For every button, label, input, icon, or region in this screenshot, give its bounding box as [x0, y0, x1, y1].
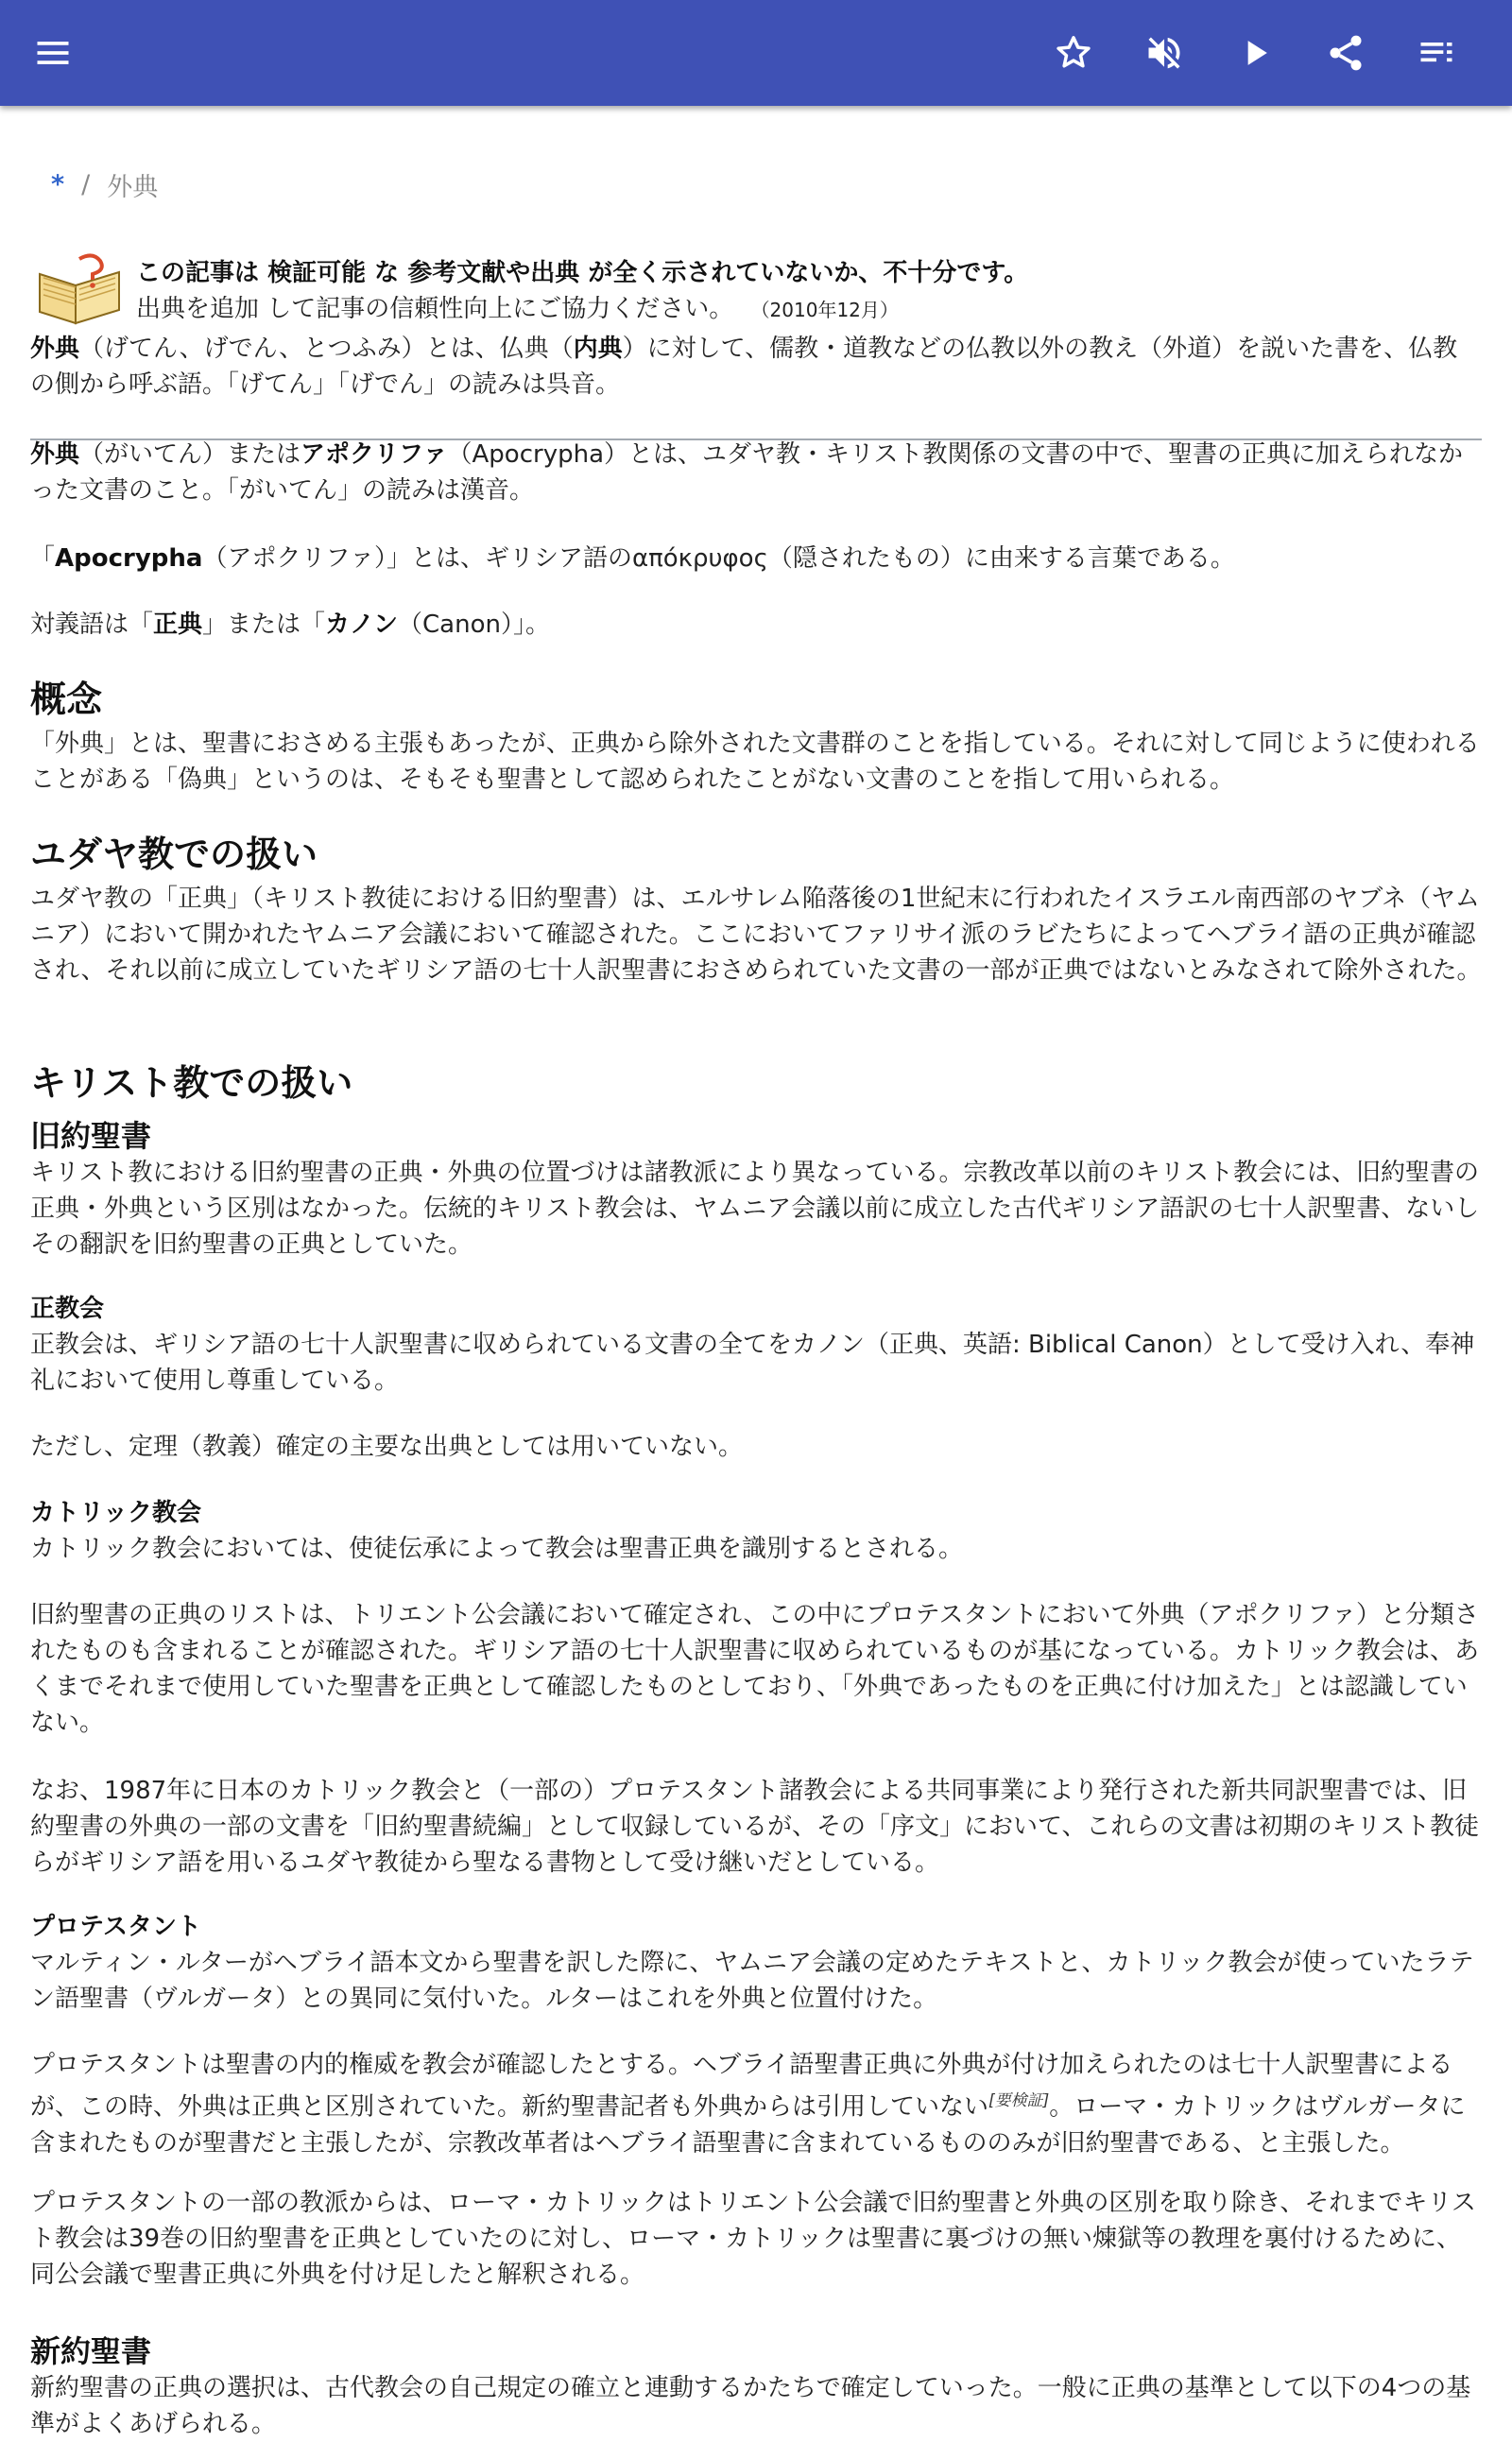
notice-line1	[136, 253, 1028, 288]
play-icon[interactable]	[1227, 25, 1283, 81]
term-bold: 正典	[153, 610, 203, 639]
paragraph-text: 」または「	[202, 610, 326, 639]
citation-needed-notice	[30, 248, 1482, 333]
paragraph-text: ）に対して、儒教・道教などの仏教以外の教え（外道）を説いた書を、仏教の側から呼ぶ語。「げてん」「げでん」の読みは呉音。	[30, 335, 1458, 399]
section-heading-concept: 概念	[30, 679, 103, 720]
paragraph-text: 対義語は「	[30, 610, 154, 639]
subsection-heading-old-testament: 旧約聖書	[30, 1118, 152, 1154]
paragraph-text: （アポクリファ）」とは、ギリシア語のαπόκρυφος（隠されたもの）に由来する言葉である。	[202, 544, 1235, 573]
subsection-heading-new-testament: 新約聖書	[30, 2333, 152, 2369]
paragraph-text: （げてん、げでん、とつふみ）とは、仏典（	[79, 335, 574, 363]
paragraph-text: （Canon）」。	[398, 610, 550, 639]
subsection-text-protestant-2	[30, 2047, 1482, 2161]
paragraph-text: プロテスタントは聖書の内的権威を教会が確認したとする。ヘブライ語聖書正典に外典が付け加えられたのは七十人訳聖書によるが、この時、外典は正典と区別されていた。新約聖書記者も外典からは引用していない	[30, 2051, 1453, 2122]
book-question-icon	[34, 253, 125, 327]
subsection-text-catholic-3: なお、1987年に日本のカトリック教会と（一部の）プロテスタント諸教会による共同事業により発行された新共同訳聖書では、旧約聖書の外典の一部の文書を「旧約聖書続編」として収録しているが、その「序文」において、これらの文書は初期のキリスト教徒らがギリシア語を用いるユダヤ教徒から聖なる書物として受け継いだとしている。	[30, 1777, 1479, 1877]
breadcrumb-home-link[interactable]: *	[51, 170, 65, 199]
mute-icon[interactable]	[1136, 25, 1193, 81]
paragraph-text: （Apocrypha）とは、ユダヤ教・キリスト教関係の文書の中で、聖書の正典に加えられなかった文書のこと。「がいてん」の読みは漢音。	[30, 440, 1463, 505]
paragraph-text: （がいてん）または	[79, 440, 301, 469]
notice-text: して記事の信頼性向上にご協力ください。	[266, 295, 734, 323]
app-bar	[0, 0, 1512, 106]
add-source-link[interactable]: 出典を追加	[136, 295, 260, 323]
subsection-text-old-testament: キリスト教における旧約聖書の正典・外典の位置づけは諸教派により異なっている。宗教改革以前のキリスト教会には、旧約聖書の正典・外典という区別はなかった。伝統的キリスト教会は、ヤムニア会議以前に成立した古代ギリシア語訳の七十人訳聖書、ないしその翻訳を旧約聖書の正典としていた。	[30, 1159, 1480, 1259]
subsection-heading-catholic: カトリック教会	[30, 1499, 201, 1527]
term-bold: Apocrypha	[55, 544, 203, 573]
term-bold: 外典	[30, 335, 80, 363]
term-bold: カノン	[325, 610, 399, 639]
paragraph-antonym	[30, 607, 1482, 643]
term-bold: 内典	[573, 335, 623, 363]
subsection-text-orthodox-2: ただし、定理（教義）確定の主要な出典としては用いていない。	[30, 1433, 744, 1461]
notice-date: （2010年12月）	[750, 299, 899, 321]
share-icon[interactable]	[1317, 25, 1374, 81]
playlist-icon[interactable]	[1408, 25, 1465, 81]
breadcrumb-current: 外典	[107, 173, 159, 202]
section-heading-christianity: キリスト教での扱い	[30, 1062, 353, 1104]
notice-text: が全く示されていないか、不十分です。	[588, 259, 1029, 287]
section-text-concept: 「外典」とは、聖書におさめる主張もあったが、正典から除外された文書群のことを指している。それに対して同じように使われることがある「偽典」というのは、そもそも聖書として認められたことがない文書のことを指して用いられる。	[30, 730, 1480, 794]
subsection-text-catholic-1: カトリック教会においては、使徒伝承によって教会は聖書正典を識別するとされる。	[30, 1535, 963, 1563]
subsection-text-protestant-1: マルティン・ルターがヘブライ語本文から聖書を訳した際に、ヤムニア会議の定めたテキストと、カトリック教会が使っていたラテン語聖書（ヴルガータ）との異同に気付いた。ルターはこれを外典と位置付けた。	[30, 1949, 1474, 2013]
subsection-text-catholic-2: 旧約聖書の正典のリストは、トリエント公会議において確定され、この中にプロテスタントにおいて外典（アポクリファ）と分類されたものも含まれることが確認された。ギリシア語の七十人訳聖書に収められているものが基になっている。カトリック教会は、あくまでそれまで使用していた聖書を正典として確認したものとしており、「外典であったものを正典に付け加えた」とは認識していない。	[30, 1601, 1479, 1737]
subsection-text-orthodox-1: 正教会は、ギリシア語の七十人訳聖書に収められている文書の全てをカノン（正典、英語: Biblical Canon）として受け入れ、奉神礼において使用し尊重している。	[30, 1331, 1475, 1395]
paragraph-text: 。ローマ・カトリックはヴルガータに含まれたものが聖書だと主張したが、宗教改革者はヘブライ語聖書に含まれているもののみが旧約聖書である、と主張した。	[30, 2092, 1466, 2158]
breadcrumb	[51, 166, 158, 203]
subsection-heading-protestant: プロテスタント	[30, 1913, 201, 1941]
notice-text: この記事は	[136, 259, 260, 287]
term-bold: 外典	[30, 440, 80, 469]
term-bold: アポクリファ	[301, 440, 448, 469]
paragraph-apocrypha	[30, 437, 1482, 508]
intro-paragraph	[30, 331, 1482, 403]
breadcrumb-separator: /	[81, 170, 91, 199]
section-heading-judaism: ユダヤ教での扱い	[30, 834, 318, 875]
notice-text: な	[374, 259, 400, 287]
hamburger-menu-icon[interactable]	[25, 25, 81, 81]
reliable-sources-link[interactable]: 参考文献や出典	[407, 259, 580, 287]
section-text-judaism: ユダヤ教の「正典」（キリスト教徒における旧約聖書）は、エルサレム陥落後の1世紀末に行われたイスラエル南西部のヤブネ（ヤムニア）において開かれたヤムニア会議において確認された。ここにおいてファリサイ派のラビたちによってヘブライ語の正典が確認され、それ以前に成立していたギリシア語の七十人訳聖書におさめられていた文書の一部が正典ではないとみなされて除外された。	[30, 885, 1482, 985]
verifiability-link[interactable]: 検証可能	[267, 259, 367, 287]
subsection-text-new-testament: 新約聖書の正典の選択は、古代教会の自己規定の確立と連動するかたちで確定していった。一般に正典の基準として以下の4つの基準がよくあげられる。	[30, 2374, 1471, 2438]
verification-needed-note[interactable]: [要検証]	[988, 2091, 1050, 2110]
subsection-heading-orthodox: 正教会	[30, 1295, 105, 1323]
notice-line2	[136, 289, 899, 324]
star-icon[interactable]	[1045, 25, 1102, 81]
subsection-text-protestant-3: プロテスタントの一部の教派からは、ローマ・カトリックはトリエント公会議で旧約聖書と外典の区別を取り除き、それまでキリスト教会は39巻の旧約聖書を正典としていたのに対し、ローマ・カトリックは聖書に裏づけの無い煉獄等の教理を裏付けるために、同公会議で聖書正典に外典を付け足したと解釈される。	[30, 2189, 1476, 2289]
paragraph-text: 「	[30, 544, 56, 573]
paragraph-etymology	[30, 541, 1482, 576]
